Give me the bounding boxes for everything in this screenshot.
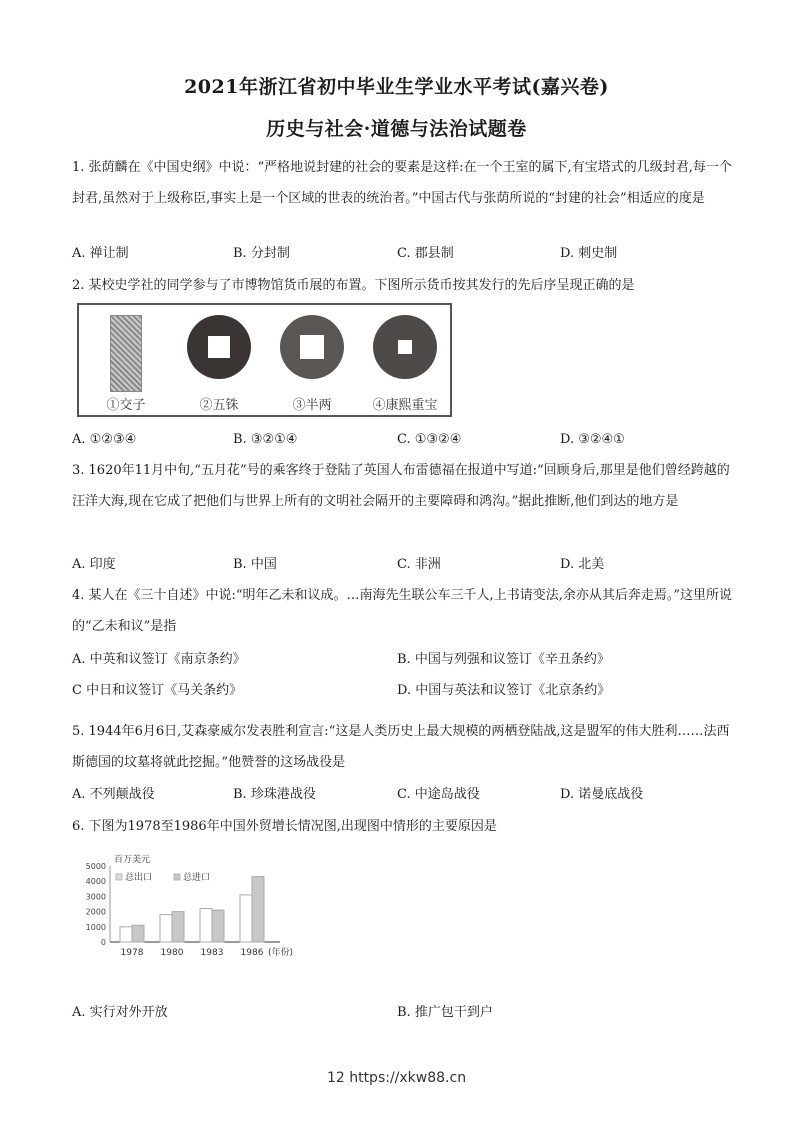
legend-swatch <box>116 874 122 880</box>
coin-caption: ④康熙重宝 <box>372 398 438 413</box>
q3-option-b[interactable]: B. 中国 <box>233 557 277 572</box>
coin-icon <box>187 315 251 379</box>
question-1-stem: 1. 张荫麟在《中国史纲》中说：“严格地说封建的社会的要素是这样:在一个王室的属下,有宝塔式的几级封君,每一个封君,虽然对于上级称臣,事实上是一个区域的世表的统治者。”中国古代与张荫所说的“封建的社会”相适应的度是 <box>72 160 732 206</box>
bar <box>200 909 212 942</box>
q1-option-a[interactable]: A. 禅让制 <box>72 246 129 261</box>
currency-figure <box>77 303 452 417</box>
exam-title: 2021年浙江省初中毕业生学业水平考试(嘉兴卷) <box>184 76 609 98</box>
bar <box>132 925 144 942</box>
x-tick-label: 1986 <box>240 948 264 958</box>
bar <box>120 927 132 942</box>
q4-option-d[interactable]: D. 中国与英法和议签订《北京条约》 <box>397 683 611 698</box>
q4-option-c[interactable]: C 中日和议签订《马关条约》 <box>72 683 243 698</box>
q2-option-b[interactable]: B. ③②①④ <box>233 432 298 447</box>
bar <box>252 877 264 942</box>
coin-caption: ①交子 <box>106 398 146 413</box>
q2-option-c[interactable]: C. ①③②④ <box>397 432 462 447</box>
legend-swatch <box>174 874 180 880</box>
q4-option-b[interactable]: B. 中国与列强和议签订《辛丑条约》 <box>397 652 610 667</box>
coin-item-wuzhu <box>174 311 264 415</box>
exam-subtitle: 历史与社会·道德与法治试题卷 <box>266 118 527 140</box>
page-footer: 12 https://xkw88.cn <box>326 1070 467 1086</box>
question-2-stem: 2. 某校史学社的同学参与了市博物馆货币展的布置。下图所示货币按其发行的先后序呈现正确的是 <box>72 278 635 293</box>
coin-caption: ②五铢 <box>199 398 239 413</box>
y-tick-label: 4000 <box>85 877 106 887</box>
bar-chart-svg <box>70 848 310 958</box>
question-4-stem: 4. 某人在《三十自述》中说:“明年乙未和议成。…南海先生联公车三千人,上书请变法,余亦从其后奔走焉。”这里所说的“乙未和议”是指 <box>72 588 732 634</box>
y-axis-label: 百万美元 <box>114 855 151 865</box>
coin-item-kangxi <box>360 311 450 415</box>
bar <box>240 895 252 942</box>
x-tick-label: 1978 <box>120 948 144 958</box>
x-axis-label: (年份) <box>268 948 294 958</box>
legend-label: 总出口 <box>125 873 153 883</box>
y-tick-label: 0 <box>100 938 106 947</box>
q3-option-a[interactable]: A. 印度 <box>72 557 116 572</box>
question-5-stem: 5. 1944年6月6日,艾森豪威尔发表胜利宣言:“这是人类历史上最大规模的两栖登陆战,这是盟军的伟大胜利……法西斯德国的坟墓将就此挖掘。”他赞誉的这场战役是 <box>72 724 730 770</box>
bar <box>212 910 224 942</box>
q3-option-d[interactable]: D. 北美 <box>560 557 605 572</box>
q5-option-a[interactable]: A. 不列颠战役 <box>72 787 155 802</box>
coin-caption: ③半两 <box>292 398 332 413</box>
q1-option-d[interactable]: D. 刺史制 <box>560 246 618 261</box>
bar <box>172 912 184 942</box>
question-3-stem: 3. 1620年11月中旬,“五月花”号的乘客终于登陆了英国人布雷德福在报道中写道:“回顾身后,那里是他们曾经跨越的汪洋大海,现在它成了把他们与世界上所有的文明社会隔开的主要障碍和鸿沟。”据此推断,他们到达的地方是 <box>72 463 730 509</box>
q4-option-a[interactable]: A. 中英和议签订《南京条约》 <box>72 652 246 667</box>
y-tick-label: 2000 <box>85 907 106 917</box>
y-tick-label: 3000 <box>85 892 106 902</box>
x-tick-label: 1983 <box>200 948 224 958</box>
q5-option-c[interactable]: C. 中途岛战役 <box>397 787 480 802</box>
q1-option-b[interactable]: B. 分封制 <box>233 246 290 261</box>
q1-option-c[interactable]: C. 郡县制 <box>397 246 454 261</box>
coin-item-jiaozi <box>81 311 171 415</box>
x-tick-label: 1980 <box>160 948 184 958</box>
question-6-stem: 6. 下图为1978至1986年中国外贸增长情况图,出现图中情形的主要原因是 <box>72 819 497 834</box>
coin-item-banliang <box>267 311 357 415</box>
paper-note-icon <box>110 315 142 392</box>
trade-growth-chart <box>70 848 310 958</box>
q5-option-d[interactable]: D. 诺曼底战役 <box>560 787 644 802</box>
q6-option-b[interactable]: B. 推广包干到户 <box>397 1005 493 1020</box>
q2-option-d[interactable]: D. ③②④① <box>560 432 625 447</box>
legend-label: 总进口 <box>183 873 211 883</box>
y-tick-label: 5000 <box>85 862 106 871</box>
coin-icon <box>373 315 437 379</box>
q6-option-a[interactable]: A. 实行对外开放 <box>72 1005 168 1020</box>
q3-option-c[interactable]: C. 非洲 <box>397 557 441 572</box>
bar <box>160 915 172 942</box>
y-tick-label: 1000 <box>85 922 106 932</box>
q5-option-b[interactable]: B. 珍珠港战役 <box>233 787 316 802</box>
q2-option-a[interactable]: A. ①②③④ <box>72 432 137 447</box>
coin-icon <box>280 315 344 379</box>
